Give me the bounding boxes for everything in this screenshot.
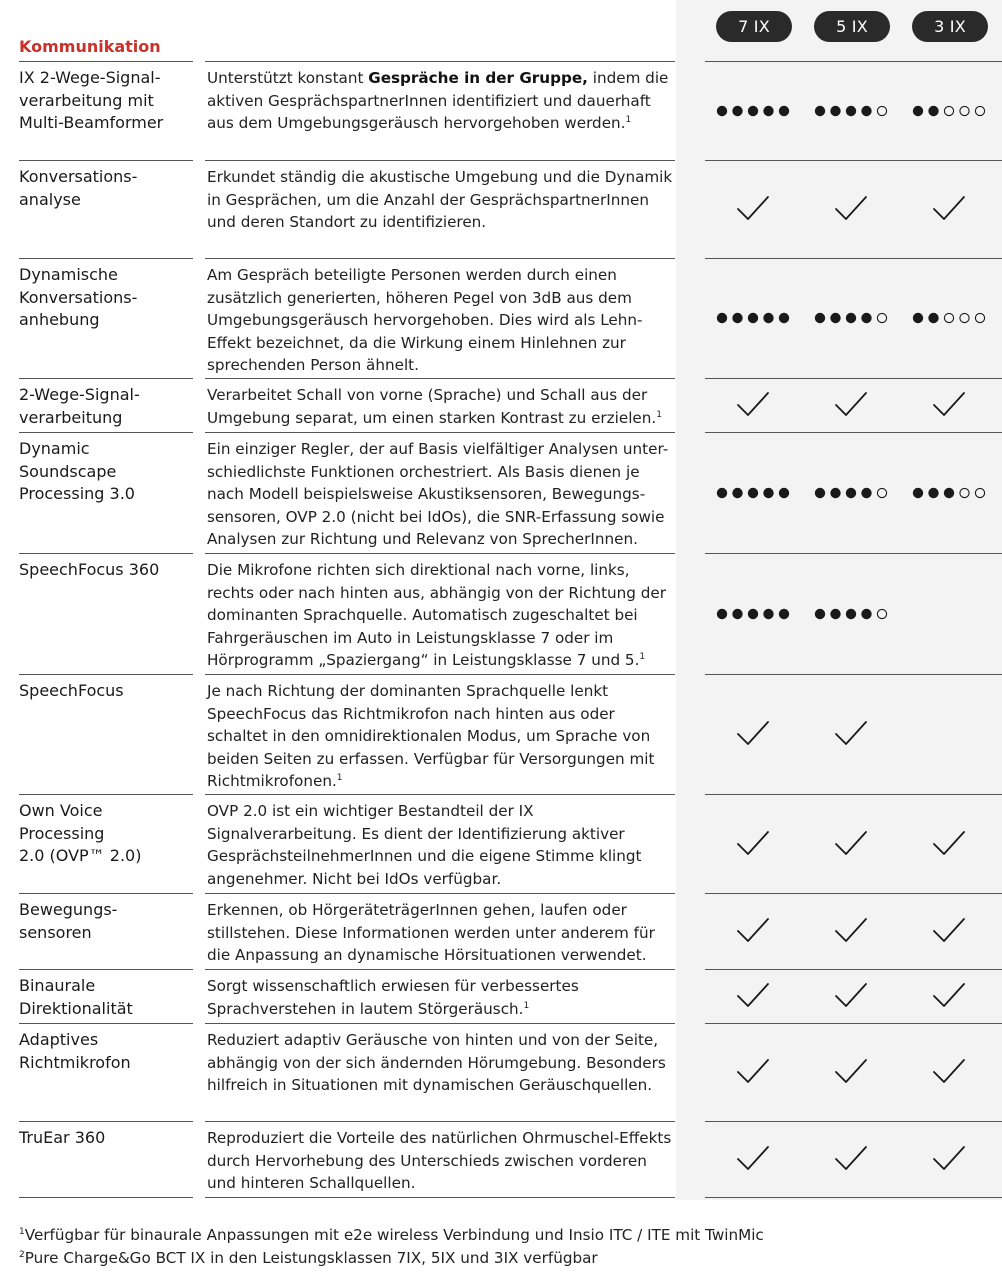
level-badge-7ix: 7 IX: [716, 11, 792, 42]
rating-dots: [900, 302, 998, 334]
row-divider: [205, 1197, 675, 1198]
check-icon: [704, 828, 802, 860]
dot-filled: [928, 105, 938, 115]
feature-description: [207, 800, 677, 890]
feature-name: [19, 680, 194, 703]
dot-filled: [763, 487, 773, 497]
check-icon: [704, 1056, 802, 1088]
check-icon: [900, 389, 998, 421]
description-text: Erkennen, ob HörgeräteträgerInnen gehen, laufen oder stillstehen. Diese Informationen werden unter anderem für die Anpassung an dynamische Hörsituationen verwendet.: [207, 901, 655, 964]
check-icon: [802, 193, 900, 225]
check-icon: [900, 193, 998, 225]
feature-name-line: SpeechFocus: [19, 681, 124, 700]
check-icon: [704, 980, 802, 1012]
feature-description: [207, 559, 677, 672]
feature-description: [207, 384, 677, 429]
feature-name-line: Processing: [19, 823, 105, 843]
feature-name: [19, 438, 194, 506]
feature-name: [19, 559, 194, 582]
feature-name-line: Direktionalität: [19, 998, 133, 1018]
feature-description: [207, 975, 677, 1020]
footnote-1: $^1$Verfügbar für binaurale Anpassungen mit e2e wireless Verbindung und Insio ITC / ITE mit TwinMic: [19, 1226, 764, 1244]
dot-empty: [975, 106, 984, 115]
row-divider: [705, 378, 1002, 379]
description-text: Je nach Richtung der dominanten Sprachquelle lenkt SpeechFocus das Richtmikrofon nach hinten aus oder schaltet in den omnidirektionalen Modus, um Sprache von beiden Seiten zu erfassen. Verfügbar für Versorgungen mit Richtmikrofonen.: [207, 682, 655, 790]
row-divider: [19, 1197, 193, 1198]
description-text: indem die aktiven GesprächspartnerInnen identifiziert und dauerhaft aus dem Umgebungsgeräusch hervorgehoben werden.: [207, 69, 669, 132]
description-text: Unterstützt konstant: [207, 69, 369, 87]
row-divider: [705, 1023, 1002, 1024]
row-divider: [705, 1197, 1002, 1198]
footnotes: [19, 1224, 764, 1269]
check-icon: [802, 915, 900, 947]
feature-name: [19, 166, 194, 211]
row-divider: [205, 893, 675, 894]
row-divider: [205, 432, 675, 433]
dot-filled: [861, 608, 871, 618]
dot-filled: [928, 313, 938, 323]
row-divider: [705, 258, 1002, 259]
dot-filled: [815, 313, 825, 323]
feature-name: [19, 264, 194, 332]
feature-name: [19, 800, 194, 868]
description-text: OVP 2.0 ist ein wichtiger Bestandteil der IX Signalverarbeitung. Es dient der Identifizierung aktiver GesprächsteilnehmerInnen und die eigene Stimme klingt angenehmer. Nicht bei IdOs verfügbar.: [207, 802, 642, 888]
description-text: Erkundet ständig die akustische Umgebung und die Dynamik in Gesprächen, um die Anzahl der GesprächspartnerInnen und deren Standort zu identifizieren.: [207, 168, 673, 231]
feature-description: [207, 899, 677, 967]
row-divider: [705, 969, 1002, 970]
dot-filled: [763, 608, 773, 618]
feature-name-line: Konversations-: [19, 287, 138, 307]
section-title: Kommunikation: [19, 37, 161, 56]
dot-filled: [913, 313, 923, 323]
dot-filled: [748, 313, 758, 323]
dot-filled: [846, 105, 856, 115]
header-divider: [705, 61, 1002, 62]
dot-filled: [830, 487, 840, 497]
dot-filled: [846, 487, 856, 497]
dot-filled: [717, 313, 727, 323]
feature-name-line: Richtmikrofon: [19, 1052, 131, 1072]
check-icon: [802, 1056, 900, 1088]
dot-filled: [830, 105, 840, 115]
rating-dots: [900, 95, 998, 127]
row-divider: [705, 553, 1002, 554]
row-divider: [19, 1121, 193, 1122]
description-text: Verarbeitet Schall von vorne (Sprache) und Schall aus der Umgebung separat, um einen starken Kontrast zu erzielen.: [207, 386, 657, 427]
feature-name-line: Multi-Beamformer: [19, 113, 164, 132]
row-divider: [705, 160, 1002, 161]
dot-filled: [913, 487, 923, 497]
dot-filled: [779, 105, 789, 115]
dot-filled: [861, 313, 871, 323]
dot-filled: [913, 105, 923, 115]
row-divider: [205, 160, 675, 161]
feature-name: [19, 1029, 194, 1074]
description-text: Ein einziger Regler, der auf Basis vielfältiger Analysen unter-schiedlichste Funktionen orchestriert. Als Basis dienen je nach Modell beispielsweise Akustiksensoren, Bewegungs-sensoren, OVP 2.0 (nicht bei IdOs), die SNR-Erfassung sowie Analysen zur Richtung und Relevanz von SprecherInnen.: [207, 440, 669, 548]
row-divider: [19, 553, 193, 554]
dot-filled: [763, 313, 773, 323]
check-icon: [704, 1143, 802, 1175]
feature-name-line: analyse: [19, 189, 81, 209]
dot-empty: [975, 488, 984, 497]
dot-empty: [944, 313, 953, 322]
dot-filled: [779, 608, 789, 618]
feature-name-line: Dynamische: [19, 265, 118, 284]
dot-empty: [960, 106, 969, 115]
row-divider: [205, 553, 675, 554]
dot-filled: [732, 487, 742, 497]
feature-name-line: Binaurale: [19, 976, 96, 995]
dot-filled: [717, 105, 727, 115]
dot-filled: [944, 487, 954, 497]
row-divider: [205, 1023, 675, 1024]
description-text: Reproduziert die Vorteile des natürlichen Ohrmuschel-Effekts durch Hervorhebung des Unterschieds zwischen vorderen und hinteren Schallquellen.: [207, 1129, 672, 1192]
feature-name: [19, 384, 194, 429]
dot-empty: [975, 313, 984, 322]
dot-filled: [861, 487, 871, 497]
dot-filled: [717, 487, 727, 497]
check-icon: [802, 1143, 900, 1175]
feature-name-line: verarbeitung: [19, 407, 123, 427]
dot-empty: [877, 488, 886, 497]
feature-description: [207, 680, 677, 793]
dot-filled: [732, 313, 742, 323]
header-divider: [205, 61, 675, 62]
feature-name-line: Processing 3.0: [19, 484, 135, 503]
feature-name-line: SpeechFocus 360: [19, 560, 160, 579]
description-text: Die Mikrofone richten sich direktional nach vorne, links, rechts oder nach hinten aus, abhängig von der Richtung der dominanten Sprachquelle. Automatisch zugeschaltet bei Fahrgeräuschen im Auto in Leistungsklasse 7 oder im Hörprogramm „Spaziergang“ in Leistungsklasse 7 und 5.: [207, 561, 667, 669]
description-text: Reduziert adaptiv Geräusche von hinten und von der Seite, abhängig von der sich ändernden Hörumgebung. Besonders hilfreich in Situationen mit dynamischen Geräuschquellen.: [207, 1031, 666, 1094]
dot-filled: [748, 608, 758, 618]
feature-name-line: Adaptives: [19, 1030, 99, 1049]
check-icon: [802, 980, 900, 1012]
check-icon: [802, 718, 900, 750]
footnote-marker: 1: [656, 409, 662, 420]
row-divider: [205, 378, 675, 379]
feature-description: [207, 166, 677, 234]
row-divider: [19, 160, 193, 161]
feature-name-line: IX 2-Wege-Signal-: [19, 68, 161, 87]
dot-filled: [861, 105, 871, 115]
dot-filled: [815, 608, 825, 618]
check-icon: [900, 915, 998, 947]
row-divider: [705, 794, 1002, 795]
check-icon: [704, 193, 802, 225]
row-divider: [205, 969, 675, 970]
dot-filled: [748, 487, 758, 497]
feature-description: [207, 438, 677, 551]
row-divider: [19, 893, 193, 894]
feature-name-line: Bewegungs-: [19, 900, 118, 919]
dot-filled: [732, 608, 742, 618]
level-badge-3ix: 3 IX: [912, 11, 988, 42]
dot-empty: [960, 488, 969, 497]
feature-name-line: 2-Wege-Signal-: [19, 385, 140, 404]
feature-description: [207, 264, 677, 377]
rating-dots: [802, 302, 900, 334]
feature-name: [19, 67, 194, 135]
description-text: Am Gespräch beteiligte Personen werden durch einen zusätzlich generierten, höheren Pegel von 3dB aus dem Umgebungsgeräusch hervorgehoben. Dies wird als Lehn-Effekt bezeichnet, da die Wirkung einem Hinlehnen zur sprechenden Person ähnelt.: [207, 266, 643, 374]
dot-filled: [830, 313, 840, 323]
feature-name-line: TruEar 360: [19, 1128, 106, 1147]
check-icon: [900, 828, 998, 860]
rating-dots: [704, 477, 802, 509]
feature-name: [19, 1127, 194, 1150]
row-divider: [205, 674, 675, 675]
row-divider: [19, 378, 193, 379]
rating-dots: [802, 477, 900, 509]
footnote-2: $^2$Pure Charge&Go BCT IX in den Leistungsklassen 7IX, 5IX und 3IX verfügbar: [19, 1248, 598, 1267]
dot-empty: [944, 106, 953, 115]
dot-filled: [732, 105, 742, 115]
feature-name-line: Konversations-: [19, 167, 138, 186]
footnote-marker: 1: [625, 115, 632, 125]
row-divider: [705, 432, 1002, 433]
check-icon: [802, 828, 900, 860]
row-divider: [19, 432, 193, 433]
dot-filled: [846, 313, 856, 323]
feature-name-line: Own Voice: [19, 801, 103, 820]
feature-name-line: Dynamic: [19, 439, 90, 458]
rating-dots: [704, 598, 802, 630]
footnote-marker: 1: [523, 1000, 530, 1011]
dot-filled: [830, 608, 840, 618]
description-text: Sorgt wissenschaftlich erwiesen für verbessertes Sprachverstehen in lautem Störgeräusch.: [207, 977, 579, 1018]
dot-empty: [877, 609, 886, 618]
check-icon: [900, 1143, 998, 1175]
level-badge-5ix: 5 IX: [814, 11, 890, 42]
feature-description: [207, 67, 677, 135]
feature-name-line: anhebung: [19, 310, 100, 329]
feature-description: [207, 1029, 677, 1097]
dot-filled: [815, 105, 825, 115]
feature-name-line: 2.0 (OVP™ 2.0): [19, 846, 142, 865]
rating-dots: [704, 302, 802, 334]
feature-name-line: Soundscape: [19, 461, 117, 481]
dot-filled: [928, 487, 938, 497]
rating-dots: [900, 477, 998, 509]
dot-empty: [960, 313, 969, 322]
row-divider: [205, 258, 675, 259]
row-divider: [19, 969, 193, 970]
feature-name: [19, 899, 194, 944]
feature-name-line: sensoren: [19, 922, 92, 942]
description-emphasis: Gespräche in der Gruppe,: [368, 69, 588, 87]
feature-name-line: verarbeitung mit: [19, 90, 154, 110]
check-icon: [900, 980, 998, 1012]
dot-filled: [846, 608, 856, 618]
row-divider: [205, 794, 675, 795]
check-icon: [802, 389, 900, 421]
dot-filled: [779, 487, 789, 497]
dot-filled: [717, 608, 727, 618]
feature-name: [19, 975, 194, 1020]
row-divider: [19, 258, 193, 259]
dot-filled: [763, 105, 773, 115]
dot-empty: [877, 313, 886, 322]
row-divider: [705, 674, 1002, 675]
row-divider: [19, 674, 193, 675]
dot-filled: [748, 105, 758, 115]
check-icon: [900, 1056, 998, 1088]
check-icon: [704, 389, 802, 421]
check-icon: [704, 915, 802, 947]
dot-empty: [877, 106, 886, 115]
row-divider: [705, 893, 1002, 894]
rating-dots: [802, 598, 900, 630]
rating-dots: [802, 95, 900, 127]
footnote-marker: 1: [336, 773, 343, 783]
check-icon: [704, 718, 802, 750]
feature-description: [207, 1127, 677, 1195]
row-divider: [19, 794, 193, 795]
dot-filled: [815, 487, 825, 497]
row-divider: [705, 1121, 1002, 1122]
header-divider: [19, 61, 193, 62]
row-divider: [19, 1023, 193, 1024]
rating-dots: [704, 95, 802, 127]
row-divider: [205, 1121, 675, 1122]
dot-filled: [779, 313, 789, 323]
footnote-marker: 1: [639, 652, 646, 662]
